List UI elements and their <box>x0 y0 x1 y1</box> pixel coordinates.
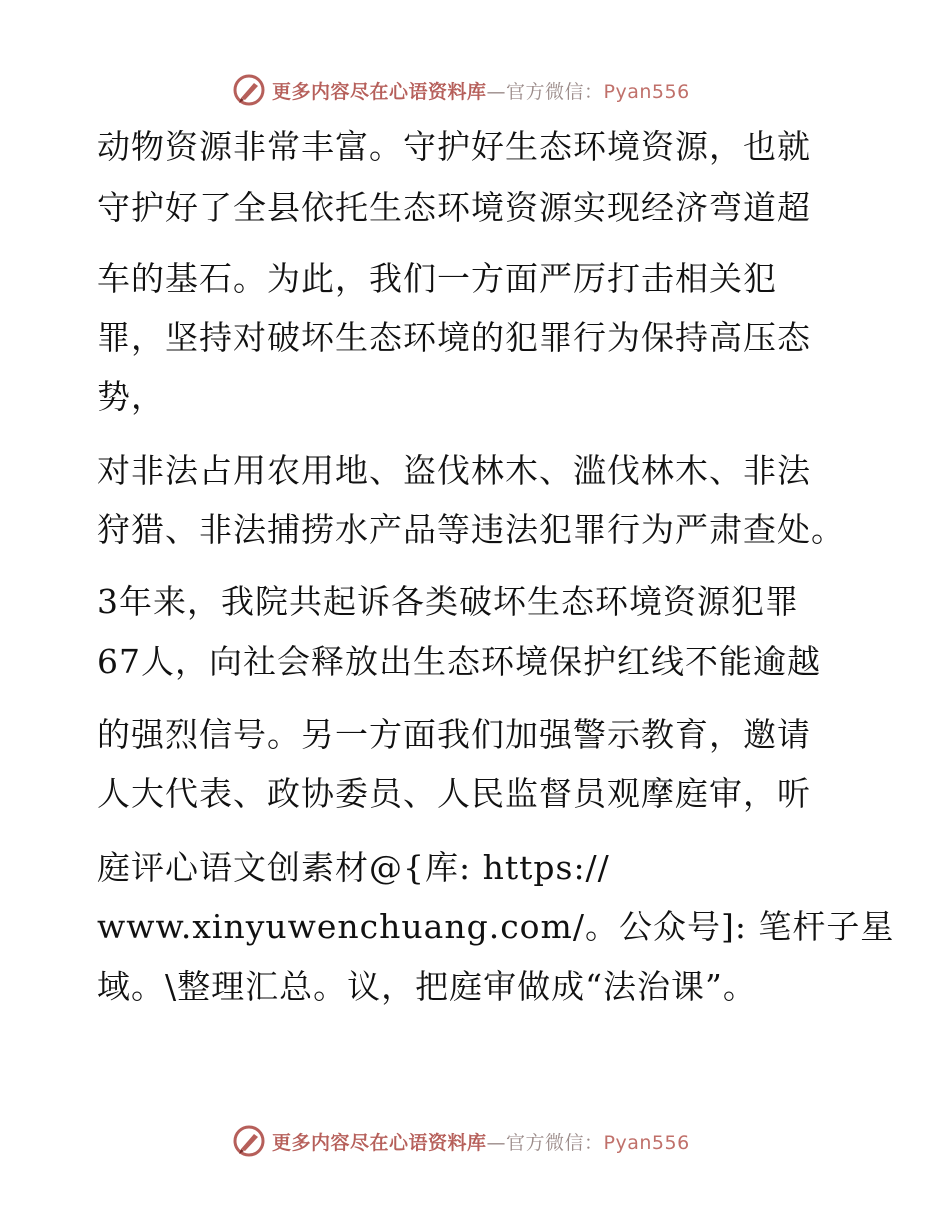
body-line: 3年来，我院共起诉各类破坏生态环境资源犯罪 <box>97 582 799 621</box>
watermark-footer <box>232 1123 690 1159</box>
body-line: 车的基石。为此，我们一方面严厉打击相关犯 <box>97 259 777 298</box>
watermark-header <box>232 72 690 108</box>
body-line: 守护好了全县依托生态环境资源实现经济弯道超 <box>97 188 811 227</box>
body-line: 对非法占用农用地、盗伐林木、滥伐林木、非法 <box>97 451 811 490</box>
watermark-text: 更多内容尽在心语资料库—官方微信：Pyan556 <box>272 80 690 103</box>
body-line: 庭评心语文创素材@{库: https:// <box>97 848 610 887</box>
body-line: 动物资源非常丰富。守护好生态环境资源，也就 <box>97 127 811 166</box>
body-line: 势， <box>97 377 165 416</box>
body-line: 的强烈信号。另一方面我们加强警示教育，邀请 <box>97 715 811 754</box>
body-line: 狩猎、非法捕捞水产品等违法犯罪行为严肃查处。 <box>97 510 845 549</box>
body-line: 67人，向社会释放出生态环境保护红线不能逾越 <box>97 642 821 681</box>
watermark-text: 更多内容尽在心语资料库—官方微信：Pyan556 <box>272 1131 690 1154</box>
body-line: 罪，坚持对破坏生态环境的犯罪行为保持高压态 <box>97 318 811 357</box>
body-line: www.xinyuwenchuang.com/。公众号]: 笔杆子星 <box>97 907 895 946</box>
pen-logo-icon <box>232 1124 266 1158</box>
body-line: 人大代表、政协委员、人民监督员观摩庭审，听 <box>97 774 811 813</box>
pen-logo-icon <box>232 73 266 107</box>
body-line: 域。\整理汇总。议，把庭审做成“法治课”。 <box>97 967 757 1006</box>
